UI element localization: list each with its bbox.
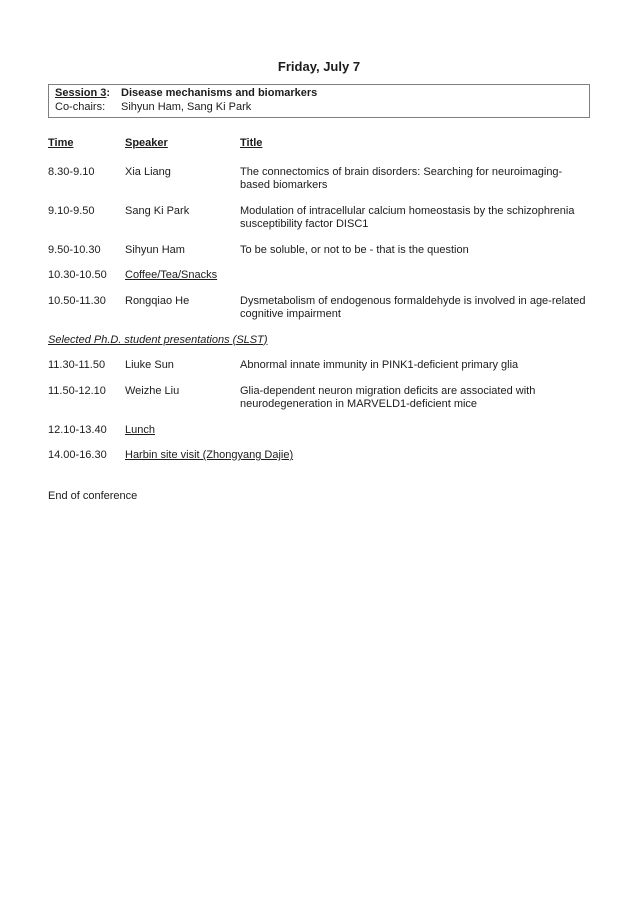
time-cell: 10.50-11.30	[48, 294, 106, 307]
schedule-row-break	[48, 269, 590, 283]
title-cell: Abnormal innate immunity in PINK1-deficient primary glia	[240, 359, 519, 371]
speaker-cell: Xia Liang	[125, 165, 171, 178]
title-cell: Dysmetabolism of endogenous formaldehyde is involved in age-related cognitive impairment	[240, 294, 586, 320]
break-label: Harbin site visit (Zhongyang Dajie)	[125, 449, 294, 461]
title-cell: The connectomics of brain disorders: Searching for neuroimaging-based biomarkers	[240, 165, 563, 191]
time-cell: 9.10-9.50	[48, 204, 95, 217]
time-cell: 11.30-11.50	[48, 359, 106, 371]
time-cell: 11.50-12.10	[48, 384, 106, 397]
time-cell: 12.10-13.40	[48, 423, 107, 436]
page-title: Friday, July 7	[277, 59, 361, 74]
session-label-separator: :	[106, 87, 111, 99]
speaker-cell: Sang Ki Park	[125, 204, 190, 217]
schedule-row	[48, 295, 590, 322]
title-cell: To be soluble, or not to be - that is the question	[240, 243, 469, 256]
time-cell: 9.50-10.30	[48, 243, 101, 256]
time-cell: 10.30-10.50	[48, 269, 107, 281]
title-cell: Modulation of intracellular calcium homeostasis by the schizophrenia susceptibility factor DISC1	[240, 204, 575, 230]
speaker-cell: Sihyun Ham	[125, 243, 185, 256]
cochairs-row	[55, 101, 583, 115]
session-box	[48, 84, 590, 118]
session-label-text: Session 3	[55, 87, 107, 99]
speaker-cell: Liuke Sun	[125, 359, 174, 371]
speaker-cell: Rongqiao He	[125, 294, 190, 307]
cochairs-names: Sihyun Ham, Sang Ki Park	[121, 100, 252, 113]
session-label	[55, 87, 121, 101]
column-header-speaker: Speaker	[125, 137, 168, 149]
schedule-row	[48, 359, 590, 373]
column-header-title: Title	[240, 137, 263, 149]
column-header-time: Time	[48, 137, 74, 149]
break-label: Lunch	[125, 423, 155, 436]
schedule-header-row	[48, 137, 590, 151]
break-label: Coffee/Tea/Snacks	[125, 269, 218, 281]
time-cell: 14.00-16.30	[48, 449, 107, 461]
schedule-row-break	[48, 449, 590, 463]
section-heading: Selected Ph.D. student presentations (SLST)	[48, 333, 268, 346]
speaker-cell: Weizhe Liu	[125, 384, 180, 397]
time-cell: 8.30-9.10	[48, 165, 95, 178]
session-heading-row	[55, 87, 583, 101]
schedule-table	[48, 137, 590, 463]
section-heading-row	[48, 334, 590, 348]
schedule-row	[48, 385, 590, 412]
closing-note: End of conference	[48, 489, 138, 502]
title-cell: Glia-dependent neuron migration deficits are associated with neurodegeneration in MARVELD1-deficient mice	[240, 384, 536, 410]
schedule-row	[48, 205, 590, 232]
schedule-row	[48, 166, 590, 193]
schedule-row	[48, 244, 590, 258]
schedule-row-break	[48, 424, 590, 438]
cochairs-label: Co-chairs:	[55, 100, 106, 113]
session-title: Disease mechanisms and biomarkers	[121, 87, 318, 99]
